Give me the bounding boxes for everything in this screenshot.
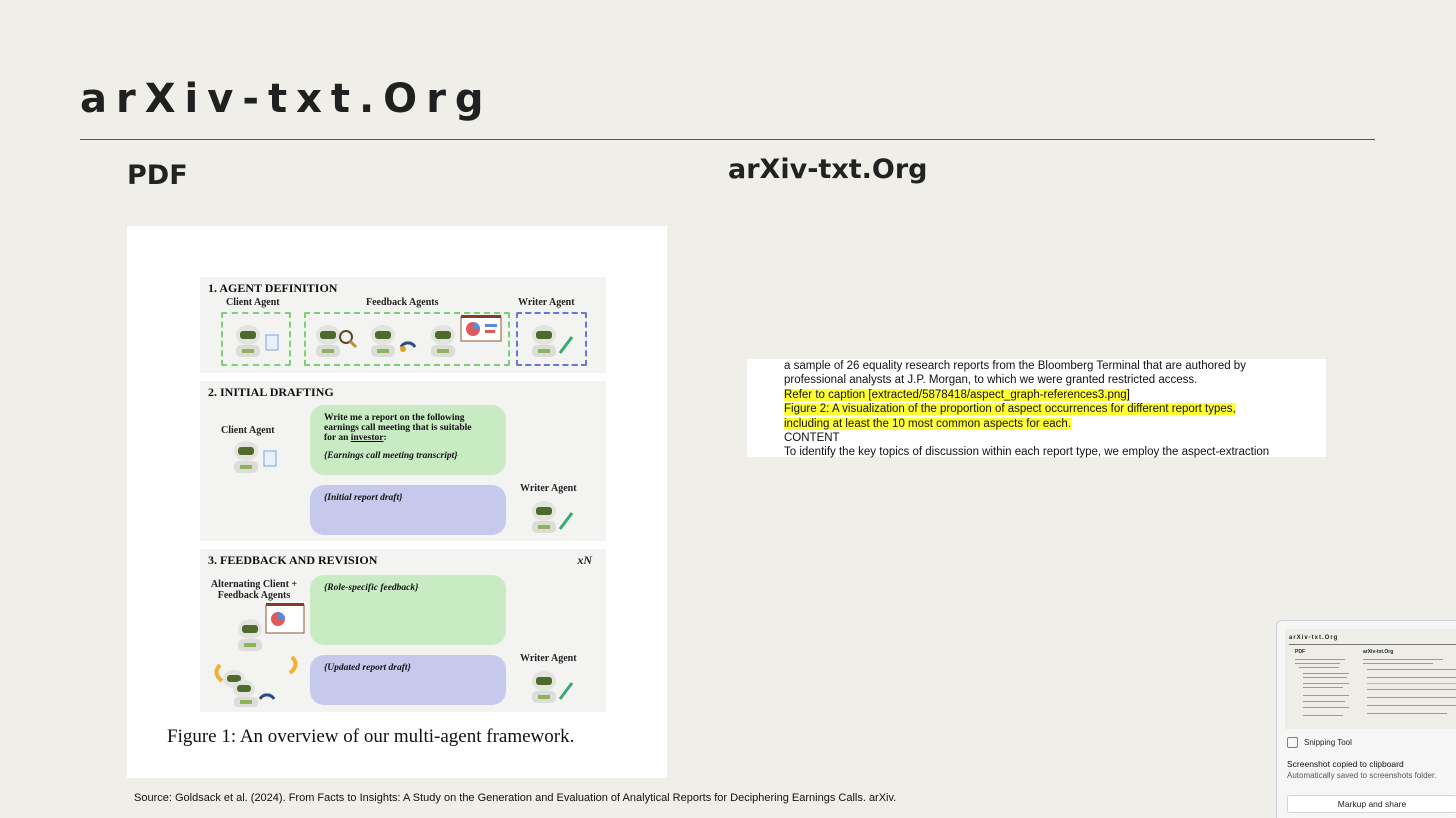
thumb-line [1303, 683, 1349, 684]
thumb-divider [1289, 644, 1456, 645]
slide-brand-title: arXiv-txt.Org [80, 76, 493, 122]
prompt-line: earnings call meeting that is suitable [324, 423, 472, 433]
pdf-figure-image [127, 226, 667, 778]
text-line: a sample of 26 equality research reports from the Bloomberg Terminal that are authored by [784, 360, 1246, 372]
client-agent-label: Client Agent [226, 297, 280, 308]
snipping-tool-icon [1287, 737, 1298, 748]
panel-agent-definition [200, 277, 606, 373]
prompt-bubble [310, 405, 506, 475]
highlight: Figure 2: A visualization of the proportion of aspect occurrences for different report types, [784, 403, 1236, 415]
snipping-tool-notification[interactable] [1276, 620, 1456, 818]
thumb-line [1363, 659, 1443, 660]
thumb-line [1367, 669, 1456, 670]
alt-line: Alternating Client + [210, 579, 298, 590]
writer-agent-label: Writer Agent [518, 297, 575, 308]
extracted-text-excerpt [747, 359, 1326, 457]
robot-icon [526, 499, 582, 535]
robot-icon [425, 315, 505, 361]
text-line: CONTENT [784, 432, 840, 444]
robot-icon [526, 323, 582, 359]
thumb-brand: arXiv-txt.Org [1289, 635, 1339, 641]
alternating-agents-label [202, 579, 306, 601]
snipping-tool-app [1287, 737, 1352, 748]
panel-title: 2. INITIAL DRAFTING [208, 385, 334, 399]
header-divider [80, 139, 1375, 140]
thumb-line [1367, 677, 1456, 678]
panel-initial-drafting [200, 381, 606, 541]
thumb-line [1295, 659, 1345, 660]
thumb-line [1367, 689, 1456, 690]
robot-icon [526, 669, 582, 705]
robot-icon [206, 603, 308, 709]
thumb-line [1303, 701, 1345, 702]
panel-title: 3. FEEDBACK AND REVISION [208, 553, 378, 567]
thumb-line [1303, 677, 1347, 678]
writer-agent-label: Writer Agent [520, 483, 577, 494]
feedback-agents-label: Feedback Agents [366, 297, 439, 308]
transcript-placeholder: {Earnings call meeting transcript} [324, 451, 458, 461]
robot-icon [365, 323, 421, 359]
thumb-line [1367, 705, 1456, 706]
toast-message: Screenshot copied to clipboard [1287, 759, 1404, 769]
updated-draft-bubble [310, 655, 506, 705]
thumb-line [1367, 697, 1456, 698]
source-citation: Source: Goldsack et al. (2024). From Facts to Insights: A Study on the Generation and Evaluation of Analytical Reports for Deciphering Earnings Calls. arXiv. [134, 792, 897, 804]
app-name: Snipping Tool [1304, 738, 1352, 747]
robot-icon [228, 439, 284, 475]
prompt-line: Write me a report on the following [324, 413, 465, 423]
thumb-line [1367, 713, 1447, 714]
prompt-investor: investor [350, 433, 384, 443]
draft-bubble [310, 485, 506, 535]
thumb-line [1303, 695, 1349, 696]
thumb-line [1303, 707, 1349, 708]
markup-and-share-button[interactable]: Markup and share [1287, 795, 1456, 813]
panel-title: 1. AGENT DEFINITION [208, 281, 338, 295]
thumb-line [1299, 667, 1339, 668]
thumb-line [1367, 683, 1456, 684]
alt-line: Feedback Agents [217, 590, 291, 601]
prompt-line: for an [324, 433, 351, 443]
highlight: including at least the 10 most common aspects for each. [784, 418, 1072, 430]
thumb-line [1363, 663, 1433, 664]
highlighted-line [784, 417, 1071, 431]
thumb-line [1295, 663, 1340, 664]
prompt-colon: : [383, 433, 387, 443]
text-line: To identify the key topics of discussion within each report type, we employ the aspect-extraction [784, 446, 1270, 458]
feedback-bubble [310, 575, 506, 645]
thumb-pdf: PDF [1295, 649, 1305, 655]
thumb-line [1303, 687, 1343, 688]
robot-icon [230, 323, 286, 359]
writer-agent-label: Writer Agent [520, 653, 577, 664]
toast-subtext: Automatically saved to screenshots folder. [1287, 771, 1437, 780]
feedback-placeholder: {Role-specific feedback} [324, 583, 419, 593]
text-line: professional analysts at J.P. Morgan, to which we were granted restricted access. [784, 374, 1198, 386]
updated-placeholder: {Updated report draft} [324, 663, 411, 673]
thumb-txt: arXiv-txt.Org [1363, 649, 1394, 655]
highlighted-line [784, 388, 1130, 402]
thumb-line [1303, 715, 1343, 716]
figure-caption: Figure 1: An overview of our multi-agent framework. [167, 726, 575, 747]
txt-column-heading: arXiv-txt.Org [728, 154, 928, 185]
thumb-line [1303, 673, 1349, 674]
panel-feedback-revision [200, 549, 606, 712]
draft-placeholder: {Initial report draft} [324, 493, 403, 503]
pdf-column-heading: PDF [127, 160, 188, 191]
highlighted-line [784, 402, 1236, 416]
highlight: Refer to caption [extracted/5878418/aspect_graph-references3.png] [784, 389, 1130, 401]
robot-icon [310, 323, 360, 359]
repeat-label: xN [577, 553, 592, 567]
screenshot-thumbnail[interactable] [1285, 629, 1456, 729]
client-agent-label: Client Agent [221, 425, 275, 436]
